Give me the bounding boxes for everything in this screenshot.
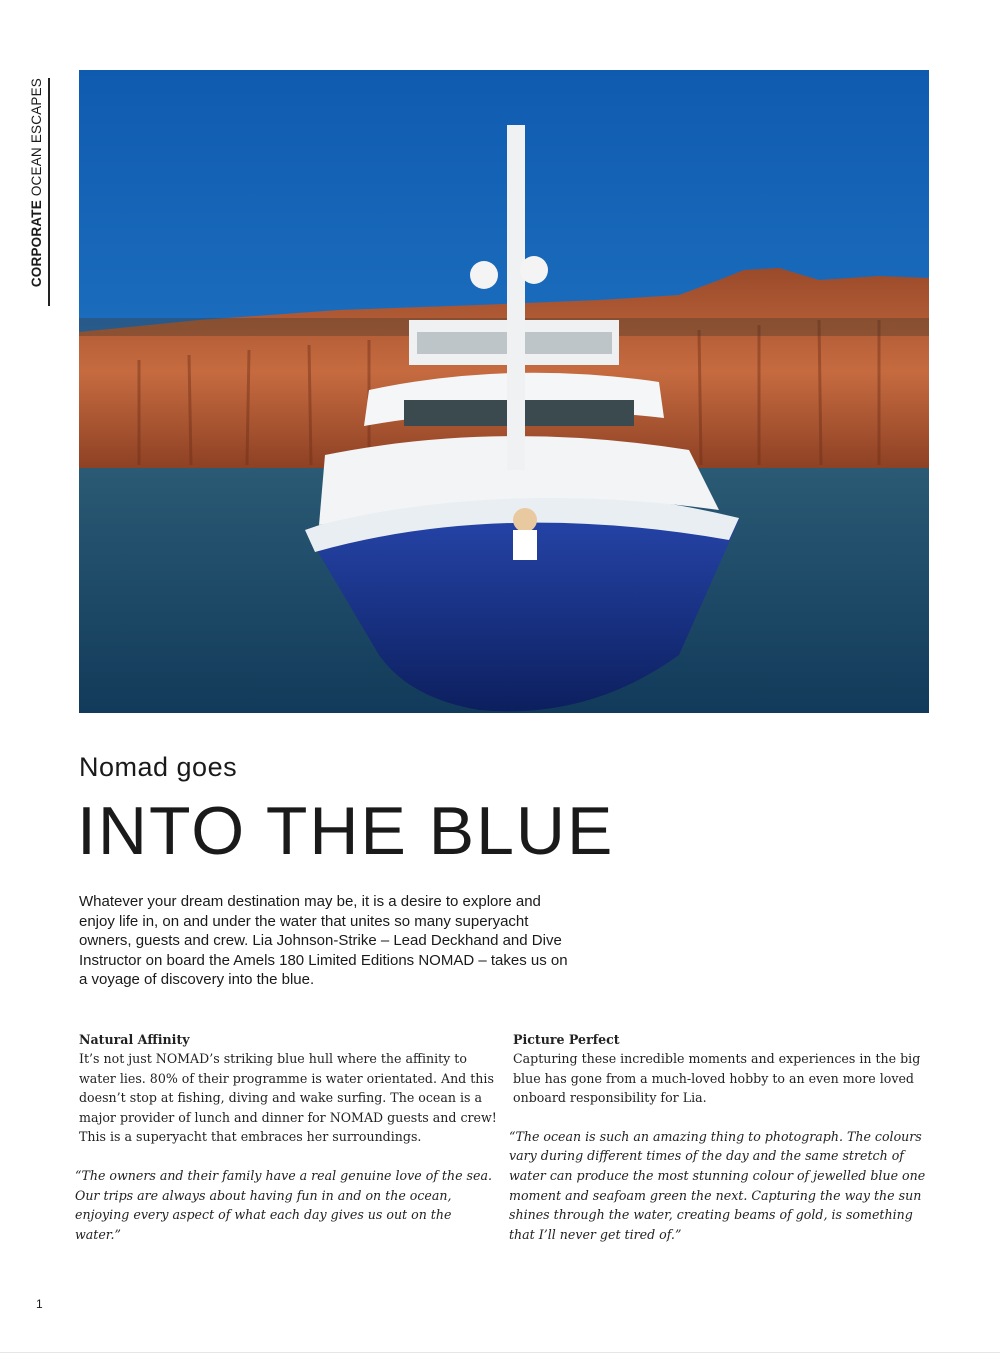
page-bottom-divider [0, 1352, 1000, 1353]
right-column-heading: Picture Perfect [513, 1032, 620, 1047]
left-column-body: It’s not just NOMAD’s striking blue hull where the affinity to water lies. 80% of their programme is water orientated. And this doesn’t stop at fishing, diving and wake surfing. The ocean is a major provider of lunch and dinner for NOMAD guests and crew! This is a superyacht that embraces her surroundings. [79, 1051, 497, 1145]
right-column [509, 1030, 933, 1244]
article-kicker: Nomad goes [79, 752, 238, 782]
section-label [26, 78, 48, 306]
left-column-heading: Natural Affinity [79, 1032, 190, 1047]
left-column [75, 1030, 499, 1244]
section-label-regular: OCEAN ESCAPES [29, 78, 44, 201]
article-headline: INTO THE BLUE [77, 793, 615, 869]
left-column-quote: “The owners and their family have a real genuine love of the sea. Our trips are always about having fun in and on the ocean, enjoying every aspect of what each day gives us out on the water.” [75, 1167, 492, 1242]
yacht-photo-illustration [79, 70, 929, 713]
hero-image [79, 70, 929, 713]
section-label-text [26, 78, 48, 306]
section-label-rule [48, 78, 50, 306]
right-column-body: Capturing these incredible moments and experiences in the big blue has gone from a much-loved hobby to an even more loved onboard responsibility for Lia. [513, 1051, 921, 1106]
section-label-bold: CORPORATE [29, 200, 44, 288]
page-number: 1 [36, 1297, 43, 1311]
right-column-quote: “The ocean is such an amazing thing to photograph. The colours vary during different times of the day and the same stretch of water can produce the most stunning colour of jewelled blue one moment and seafoam green the next. Capturing the way the sun shines through the water, creating beams of gold, is something that I’ll never get tired of.” [509, 1128, 926, 1242]
article-intro: Whatever your dream destination may be, it is a desire to explore and enjoy life in, on and under the water that unites so many superyacht owners, guests and crew. Lia Johnson-Strike – Lead Deckhand and Dive Instructor on board the Amels 180 Limited Editions NOMAD – takes us on a voyage of discovery into the blue. [79, 893, 568, 989]
